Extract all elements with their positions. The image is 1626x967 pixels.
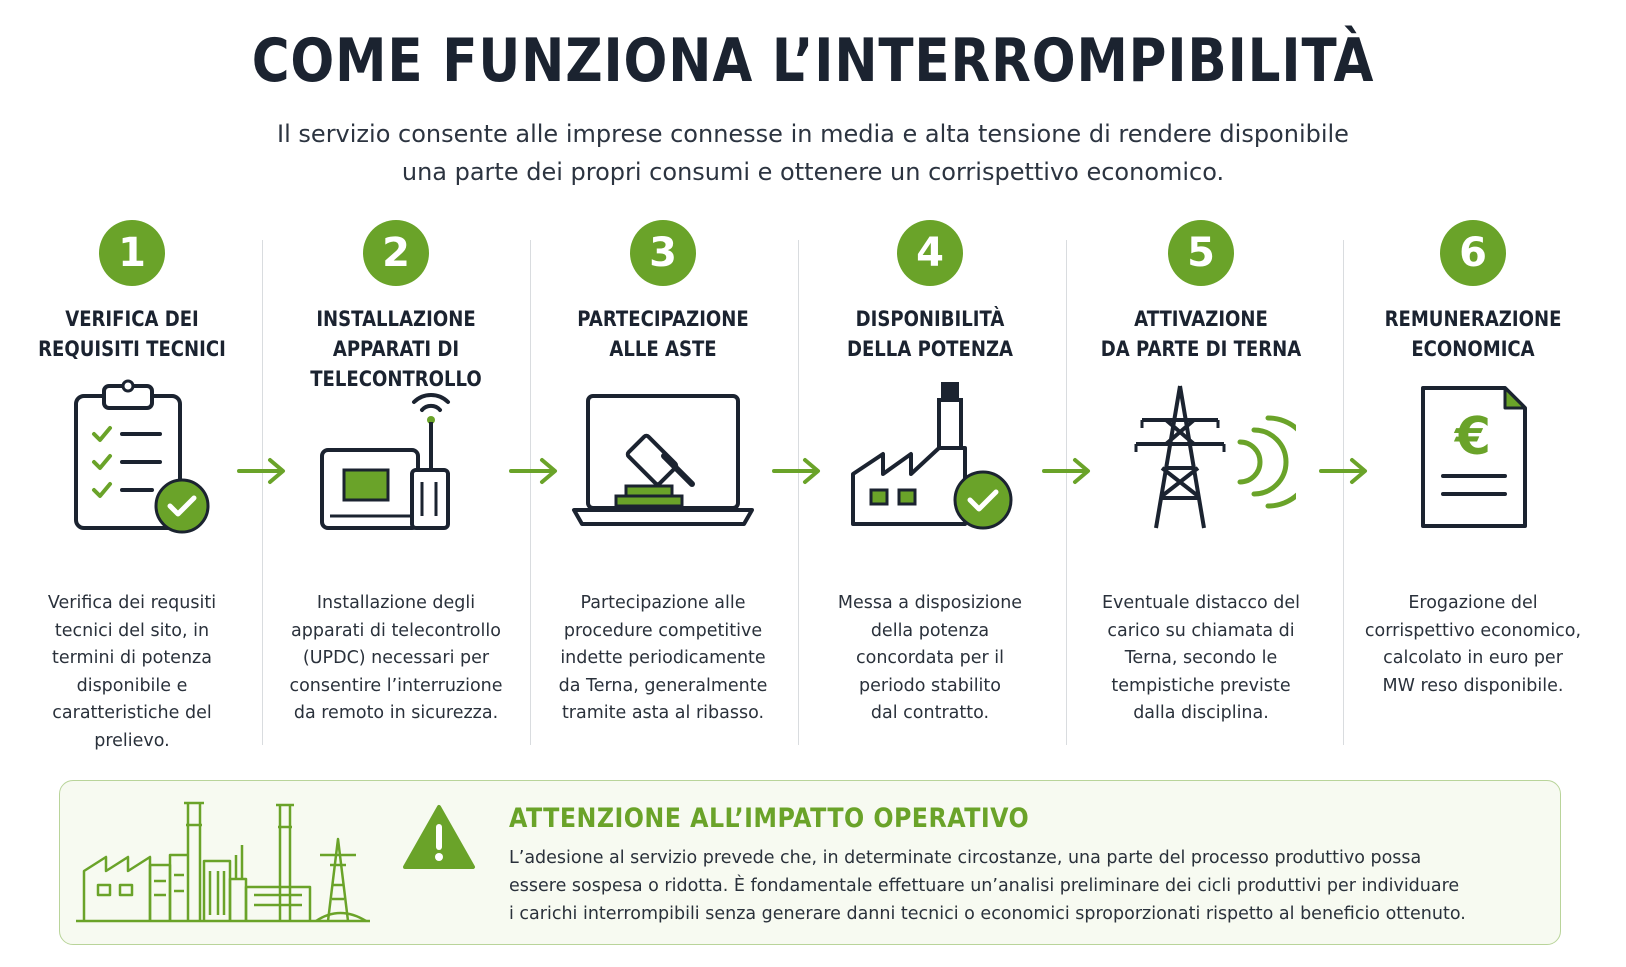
notice-text-line: essere sospesa o ridotta. È fondamentale effettuare un’analisi preliminare dei cicli produttivi per individuare xyxy=(509,876,1460,896)
step-description-line: tecnici del sito, in xyxy=(54,620,210,641)
step-description-line: Terna, secondo le xyxy=(1124,648,1278,668)
step-title-line: VERIFICA DEI xyxy=(65,307,199,331)
step-description-line: termini di potenza xyxy=(52,648,212,668)
step-number-badge: 5 xyxy=(1168,220,1234,286)
step-description-line: dal contratto. xyxy=(870,703,990,723)
step-number-badge: 6 xyxy=(1440,220,1506,286)
step-1 xyxy=(2,220,262,751)
step-description-line: Verifica dei requsiti xyxy=(47,593,217,613)
step-description-line: della potenza xyxy=(870,620,990,641)
step-description-line: da Terna, generalmente xyxy=(558,675,768,696)
notice-text xyxy=(509,844,1539,928)
step-5 xyxy=(1071,220,1331,723)
step-title-line: DISPONIBILITÀ xyxy=(855,307,1005,331)
step-number-badge: 1 xyxy=(99,220,165,286)
step-2 xyxy=(266,220,526,723)
step-title xyxy=(1361,304,1585,394)
step-description-line: Partecipazione alle xyxy=(580,593,746,613)
subtitle-line: Il servizio consente alle imprese connesse in media e alta tensione di rendere disponibile xyxy=(277,120,1349,148)
step-description-line: carico su chiamata di xyxy=(1107,620,1295,641)
step-description-line: corrispettivo economico, xyxy=(1364,620,1582,641)
step-title xyxy=(20,304,244,394)
page-title: COME FUNZIONA L’INTERROMPIBILITÀ xyxy=(251,26,1375,96)
step-title xyxy=(1089,304,1313,394)
step-title-line: DA PARTE DI TERNA xyxy=(1100,337,1302,361)
notice-title: ATTENZIONE ALL’IMPATTO OPERATIVO xyxy=(509,803,1030,834)
step-number-badge: 3 xyxy=(630,220,696,286)
step-description-line: dalla disciplina. xyxy=(1133,703,1269,723)
step-title xyxy=(284,304,508,394)
step-divider xyxy=(262,240,263,745)
clipboard-checklist-icon xyxy=(52,378,212,538)
step-description-line: concordata per il xyxy=(856,648,1004,668)
step-description-line: indette periodicamente xyxy=(560,648,766,668)
step-description xyxy=(800,590,1060,728)
step-description xyxy=(533,590,793,728)
step-description-line: tramite asta al ribasso. xyxy=(561,703,765,723)
laptop-auction-gavel-icon xyxy=(568,378,758,538)
step-description xyxy=(2,590,262,755)
step-description-line: tempistiche previste xyxy=(1111,675,1291,696)
step-description-line: Eventuale distacco del xyxy=(1101,593,1301,613)
step-description xyxy=(266,590,526,728)
step-title-line: ATTIVAZIONE xyxy=(1134,307,1268,331)
warning-icon xyxy=(401,803,477,873)
page-subtitle xyxy=(213,115,1413,191)
step-divider xyxy=(530,240,531,745)
step-title-line: REQUISITI TECNICI xyxy=(38,337,226,361)
step-divider xyxy=(798,240,799,745)
step-title-line: PARTECIPAZIONE xyxy=(577,307,749,331)
notice-text-line: L’adesione al servizio prevede che, in determinate circostanze, una parte del processo produttivo possa xyxy=(509,848,1422,868)
telecontrol-device-icon xyxy=(316,378,476,538)
factory-check-icon xyxy=(845,378,1015,538)
step-description-line: prelievo. xyxy=(94,730,170,751)
step-description-line: caratteristiche del xyxy=(52,703,212,723)
notice-text-line: i carichi interrompibili senza generare danni tecnici o economici sproporzionati rispetto al beneficio ottenuto. xyxy=(509,904,1466,924)
step-title-line: APPARATI DI xyxy=(332,337,460,361)
step-title-line: TELECONTROLLO xyxy=(310,367,482,391)
power-pylon-signal-icon xyxy=(1106,378,1296,538)
step-description-line: apparati di telecontrollo xyxy=(291,620,501,641)
step-title-line: INSTALLAZIONE xyxy=(316,307,476,331)
step-description xyxy=(1071,590,1331,728)
step-title-line: ALLE ASTE xyxy=(609,337,717,361)
step-description-line: (UPDC) necessari per xyxy=(302,648,490,668)
step-number-badge: 4 xyxy=(897,220,963,286)
step-description-line: MW reso disponibile. xyxy=(1382,675,1564,696)
step-divider xyxy=(1066,240,1067,745)
step-description xyxy=(1343,590,1603,700)
step-description-line: procedure competitive xyxy=(563,620,763,641)
step-4 xyxy=(800,220,1060,723)
step-title-line: DELLA POTENZA xyxy=(846,337,1014,361)
step-6 xyxy=(1343,220,1603,696)
step-description-line: Installazione degli xyxy=(316,593,476,613)
step-description-line: Erogazione del xyxy=(1408,593,1538,613)
step-description-line: periodo stabilito xyxy=(859,675,1001,696)
step-description-line: Messa a disposizione xyxy=(837,593,1023,613)
euro-document-icon xyxy=(1393,378,1553,538)
step-3 xyxy=(533,220,793,723)
svg-text:€: € xyxy=(1454,407,1492,467)
step-description-line: da remoto in sicurezza. xyxy=(293,703,499,723)
step-number-badge: 2 xyxy=(363,220,429,286)
subtitle-line: una parte dei propri consumi e ottenere un corrispettivo economico. xyxy=(401,158,1225,186)
step-title-line: REMUNERAZIONE xyxy=(1384,307,1562,331)
industrial-skyline-icon xyxy=(70,795,380,935)
step-title xyxy=(551,304,775,394)
step-title-line: ECONOMICA xyxy=(1411,337,1535,361)
step-title xyxy=(818,304,1042,394)
step-description-line: disponibile e xyxy=(76,675,188,696)
step-description-line: consentire l’interruzione xyxy=(289,675,503,696)
step-description-line: calcolato in euro per xyxy=(1383,648,1563,668)
